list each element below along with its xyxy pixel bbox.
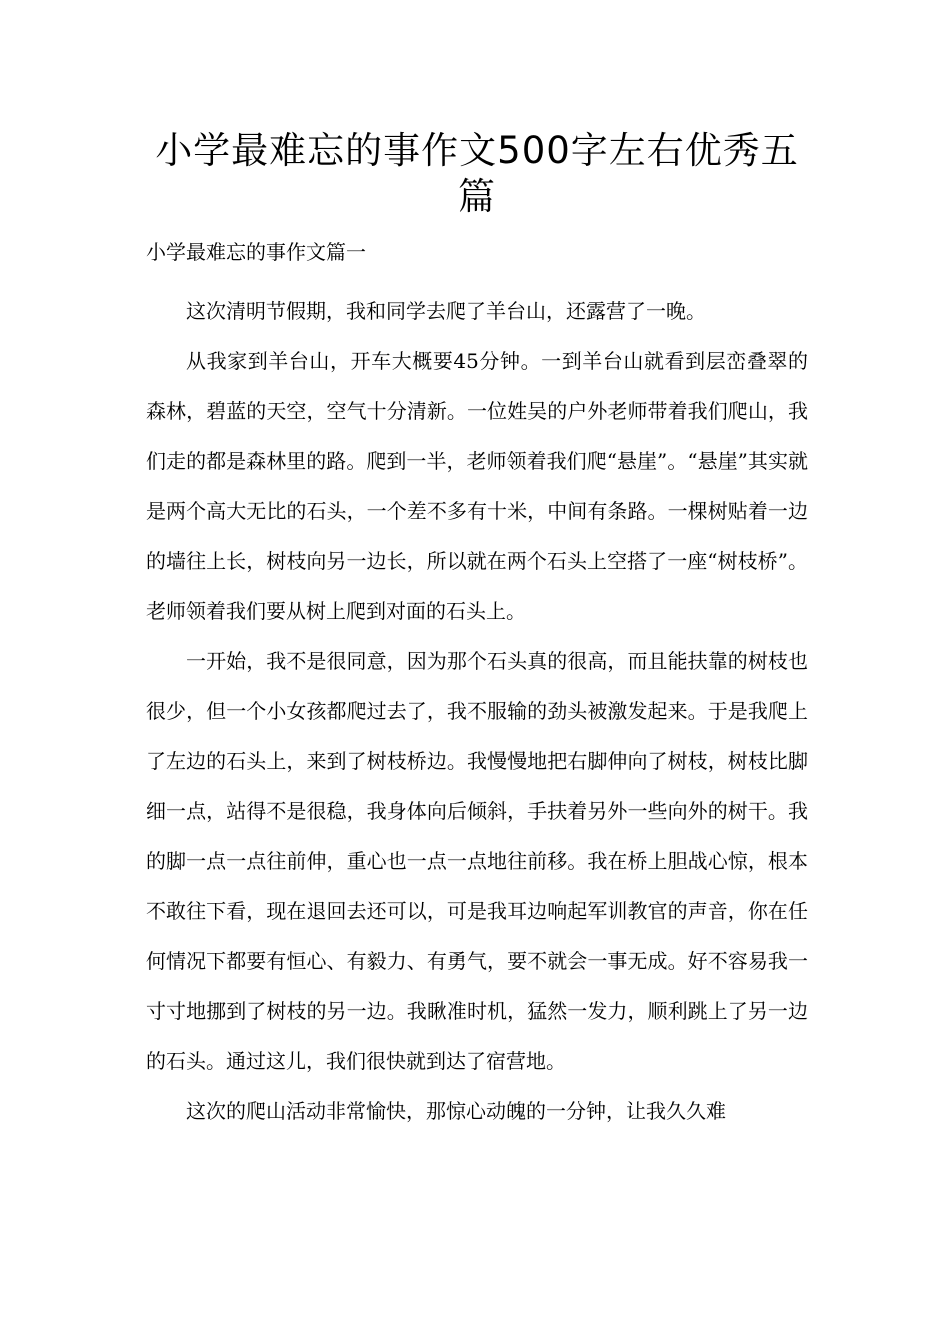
paragraph-3: 一开始，我不是很同意，因为那个石头真的很高，而且能扶靠的树枝也很少，但一个小女孩都爬过去了，我不服输的劲头被激发起来。于是我爬上了左边的石头上，来到了树枝桥边。我慢慢地把右脚伸向了树枝，树枝比脚细一点，站得不是很稳，我身体向后倾斜，手扶着另外一些向外的树干。我的脚一点一点往前伸，重心也一点一点地往前移。我在桥上胆战心惊，根本不敢往下看，现在退回去还可以，可是我耳边响起军训教官的声音，你在任何情况下都要有恒心、有毅力、有勇气，要不就会一事无成。好不容易我一寸寸地挪到了树枝的另一边。我瞅准时机，猛然一发力，顺利跳上了另一边的石头。通过这儿，我们很快就到达了宿营地。 xyxy=(146,649,808,1073)
paragraph-2: 从我家到羊台山，开车大概要45分钟。一到羊台山就看到层峦叠翠的森林，碧蓝的天空，空气十分清新。一位姓吴的户外老师带着我们爬山，我们走的都是森林里的路。爬到一半，老师领着我们爬“悬崖”。“悬崖”其实就是两个高大无比的石头，一个差不多有十米，中间有条路。一棵树贴着一边的墙往上长，树枝向另一边长，所以就在两个石头上空搭了一座“树枝桥”。老师领着我们要从树上爬到对面的石头上。 xyxy=(146,349,808,623)
paragraph-1: 这次清明节假期，我和同学去爬了羊台山，还露营了一晚。 xyxy=(186,299,706,323)
document-title: 小学最难忘的事作文500字左右优秀五篇 xyxy=(155,129,799,218)
section-heading: 小学最难忘的事作文篇一 xyxy=(146,240,366,264)
paragraph-4: 这次的爬山活动非常愉快，那惊心动魄的一分钟，让我久久难 xyxy=(186,1099,726,1123)
